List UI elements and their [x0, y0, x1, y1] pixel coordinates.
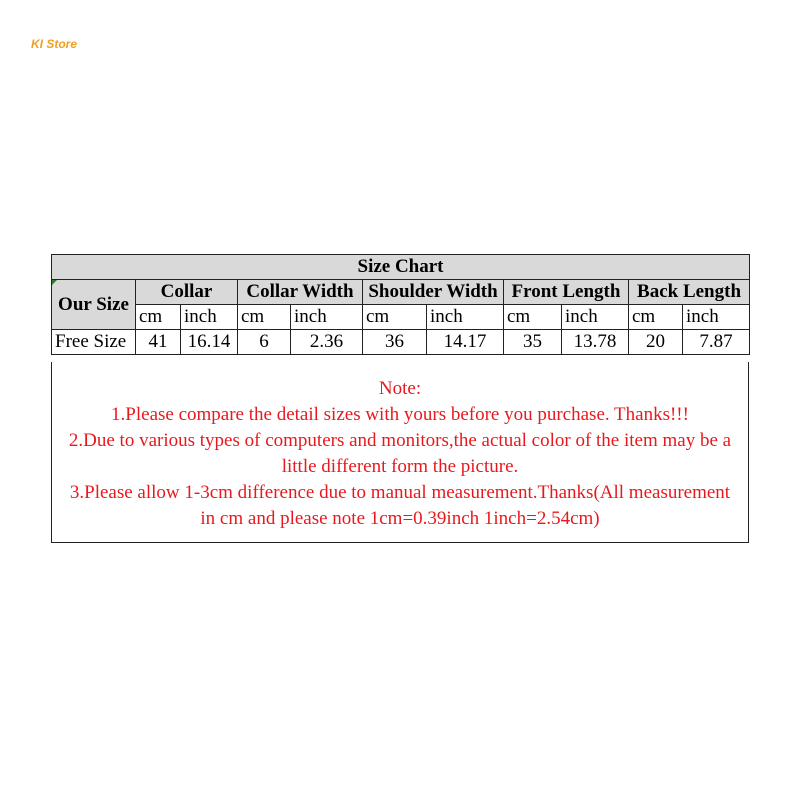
unit-cm: cm: [504, 305, 562, 330]
note-line-2: 2.Due to various types of computers and monitors,the actual color of the item may be a: [68, 430, 732, 451]
note-box: [51, 362, 749, 543]
collar-width-inch: 2.36: [291, 330, 363, 355]
unit-cm: cm: [136, 305, 181, 330]
table-row: [52, 330, 750, 355]
note-line-3b: in cm and please note 1cm=0.39inch 1inch=2.54cm): [200, 508, 600, 529]
store-name: KI Store: [31, 37, 78, 51]
column-header-collar-width: Collar Width: [238, 280, 363, 305]
size-label: Free Size: [52, 330, 136, 355]
unit-inch: inch: [683, 305, 750, 330]
cell-marker-icon: [52, 280, 57, 285]
our-size-label: Our Size: [58, 293, 129, 315]
unit-inch: inch: [562, 305, 629, 330]
shoulder-width-cm: 36: [363, 330, 427, 355]
column-header-back-length: Back Length: [629, 280, 750, 305]
collar-width-cm: 6: [238, 330, 291, 355]
table-title: Size Chart: [52, 255, 750, 280]
back-length-inch: 7.87: [683, 330, 750, 355]
note-heading: Note:: [378, 378, 422, 399]
our-size-header: [52, 280, 136, 330]
size-chart-table: [51, 254, 750, 355]
note-line-3: 3.Please allow 1-3cm difference due to manual measurement.Thanks(All measurement: [69, 482, 731, 503]
note-line-2b: little different form the picture.: [281, 456, 519, 477]
unit-inch: inch: [427, 305, 504, 330]
unit-cm: cm: [363, 305, 427, 330]
front-length-cm: 35: [504, 330, 562, 355]
front-length-inch: 13.78: [562, 330, 629, 355]
unit-inch: inch: [291, 305, 363, 330]
column-header-shoulder-width: Shoulder Width: [363, 280, 504, 305]
unit-cm: cm: [238, 305, 291, 330]
unit-cm: cm: [629, 305, 683, 330]
note-text: [52, 376, 748, 532]
back-length-cm: 20: [629, 330, 683, 355]
shoulder-width-inch: 14.17: [427, 330, 504, 355]
note-line-1: 1.Please compare the detail sizes with yours before you purchase. Thanks!!!: [111, 404, 689, 425]
column-header-collar: Collar: [136, 280, 238, 305]
column-header-front-length: Front Length: [504, 280, 629, 305]
unit-inch: inch: [181, 305, 238, 330]
collar-inch: 16.14: [181, 330, 238, 355]
collar-cm: 41: [136, 330, 181, 355]
